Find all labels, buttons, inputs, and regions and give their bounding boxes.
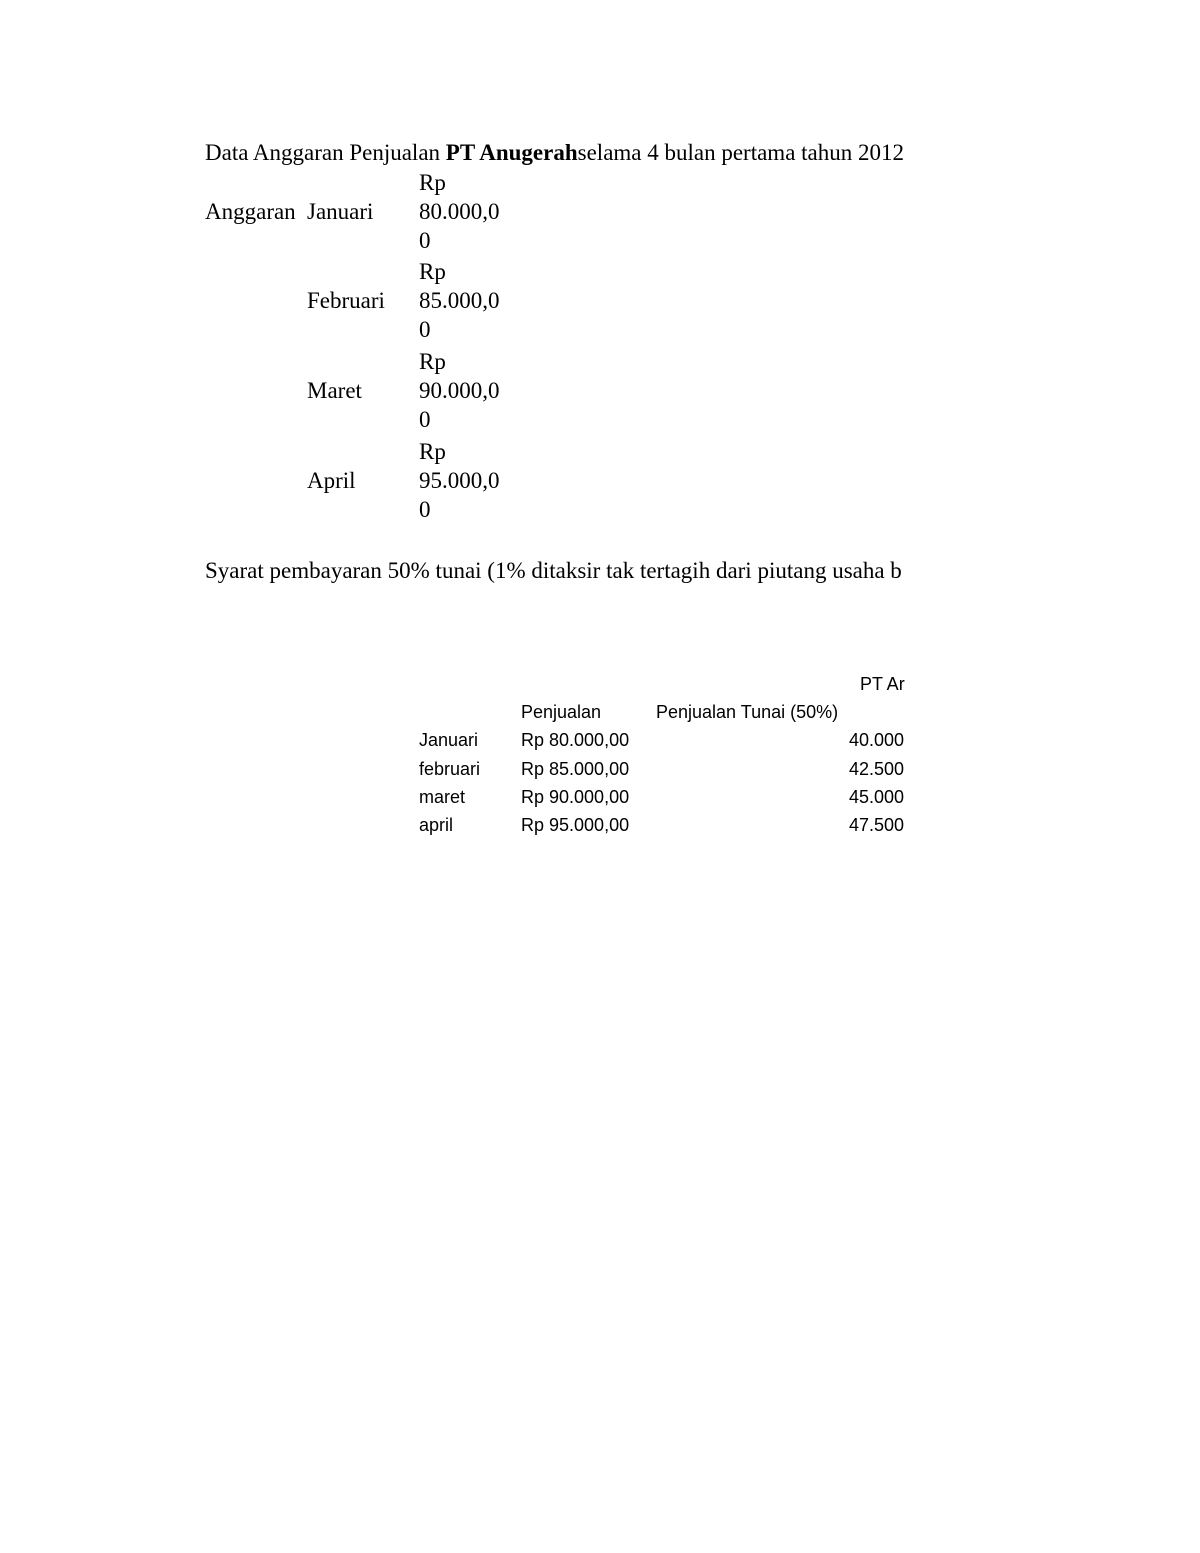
budget-amount: 85.000,0 [419, 288, 500, 313]
table-row-cash: 42.500 [848, 759, 904, 779]
table-row-cash: 47.500 [848, 815, 904, 835]
budget-currency: Rp [419, 259, 446, 284]
table-company-fragment: PT Ar [860, 674, 905, 694]
budget-amount-tail: 0 [419, 317, 431, 342]
budget-month-april: April [307, 468, 356, 493]
table-row-month: Januari [419, 730, 479, 750]
table-row-sales: Rp 85.000,00 [521, 759, 630, 779]
table-row-month: april [419, 815, 454, 835]
budget-month-januari: Januari [307, 199, 374, 224]
document-heading [205, 138, 917, 167]
heading-suffix: selama 4 bulan pertama tahun 2012 [577, 140, 905, 165]
budget-currency: Rp [419, 439, 446, 464]
budget-month-februari: Februari [307, 288, 385, 313]
budget-amount-april [419, 437, 529, 524]
budget-amount-tail: 0 [419, 497, 431, 522]
table-row-sales: Rp 80.000,00 [521, 730, 630, 750]
budget-amount-februari [419, 257, 529, 344]
budget-amount: 95.000,0 [419, 468, 500, 493]
budget-amount-tail: 0 [419, 407, 431, 432]
budget-amount-maret [419, 347, 529, 434]
payment-terms: Syarat pembayaran 50% tunai (1% ditaksir tak tertagih dari piutang usaha b [205, 558, 902, 583]
table-header-cash-sales: Penjualan Tunai (50%) [656, 702, 839, 722]
budget-amount-tail: 0 [419, 228, 431, 253]
budget-amount: 90.000,0 [419, 378, 500, 403]
budget-label: Anggaran [205, 199, 296, 224]
heading-company: PT Anugerah [445, 140, 578, 165]
table-row-month: maret [419, 787, 466, 807]
table-header-sales: Penjualan [521, 702, 602, 722]
budget-month-maret: Maret [307, 378, 362, 403]
table-row-sales: Rp 90.000,00 [521, 787, 630, 807]
table-row-sales: Rp 95.000,00 [521, 815, 630, 835]
table-row-cash: 45.000 [848, 787, 904, 807]
budget-currency: Rp [419, 170, 446, 195]
budget-amount-januari [419, 168, 529, 255]
table-row-cash: 40.000 [848, 730, 904, 750]
budget-currency: Rp [419, 349, 446, 374]
table-row-month: februari [419, 759, 481, 779]
budget-amount: 80.000,0 [419, 199, 500, 224]
heading-prefix: Data Anggaran Penjualan [205, 140, 446, 165]
